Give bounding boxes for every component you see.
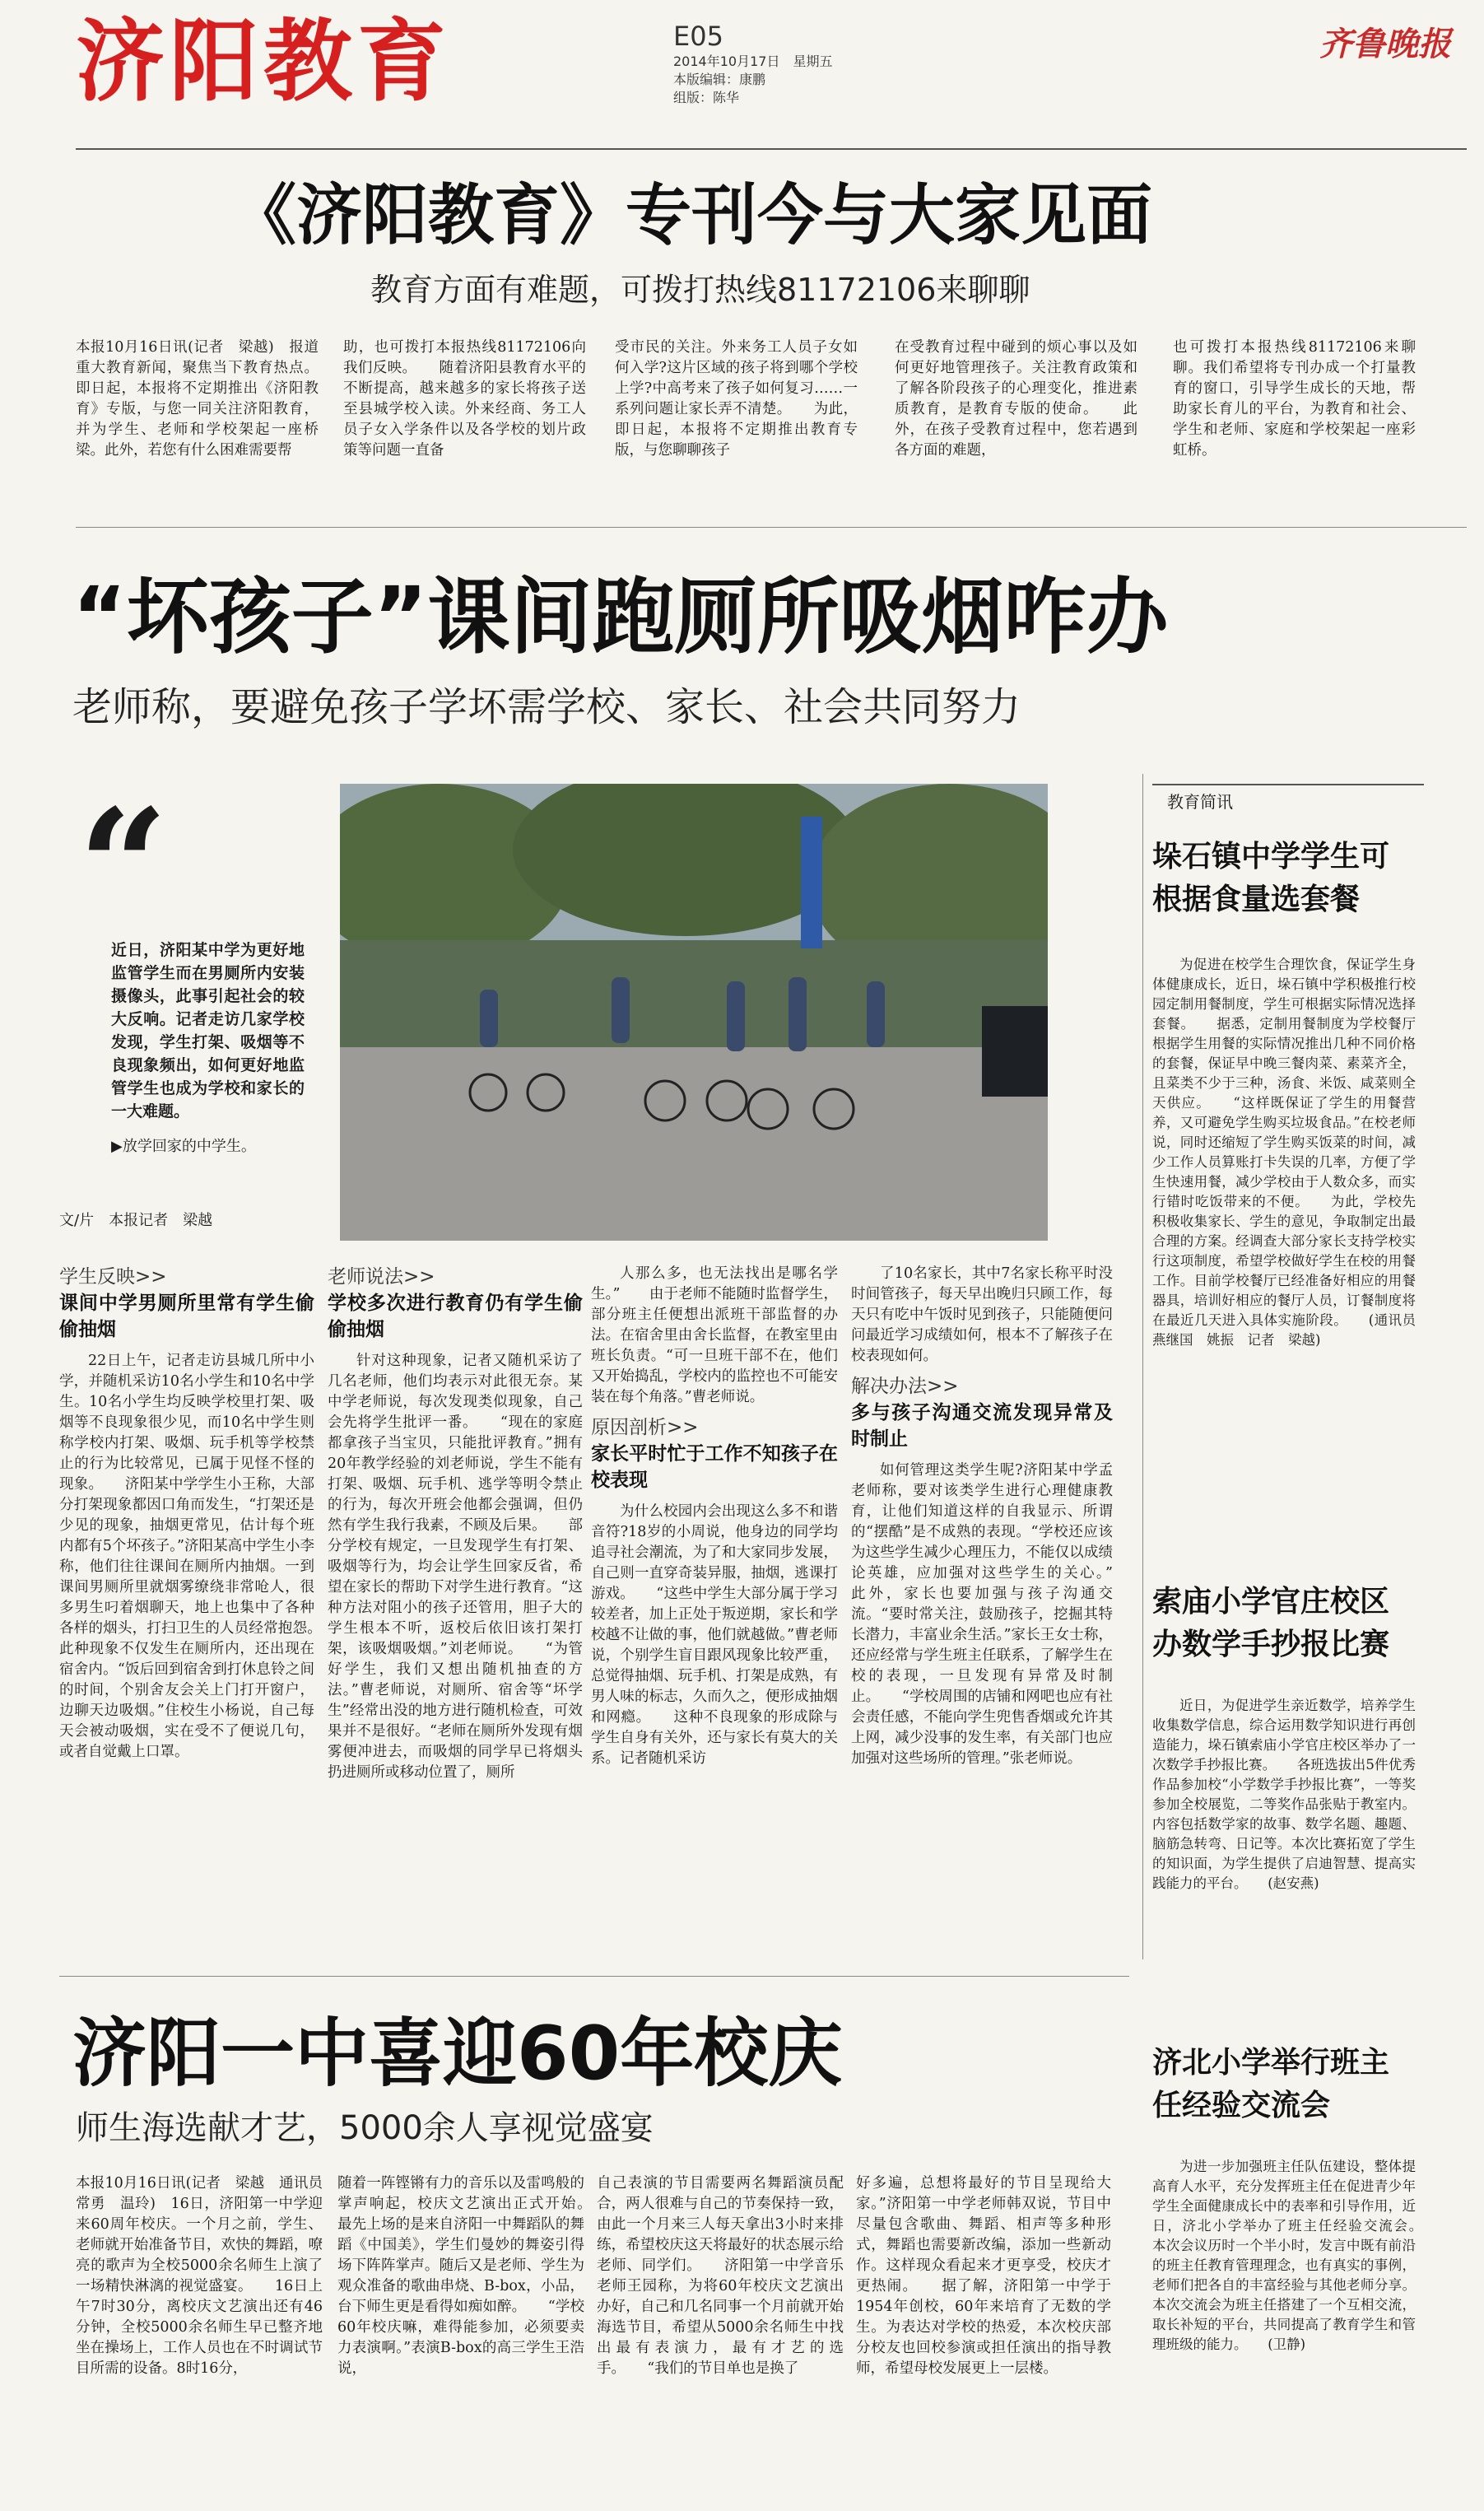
quote-mark-icon: “ [78, 775, 169, 958]
layout-credit: 组版：陈华 [673, 90, 740, 105]
article3-headline: 济阳一中喜迎60年校庆 [72, 2010, 843, 2097]
sidebar-label: 教育简讯 [1167, 792, 1233, 812]
article1-column-5: 也可拨打本报热线81172106来聊聊。我们希望将专刊办成一个打量教育的窗口，引导学生成长的天地，帮助家长育儿的平台，为教育和社会、学生和老师、家庭和学校架起一座彩虹桥。 [1173, 339, 1416, 459]
article3-subhead: 师生海选献才艺，5000余人享视觉盛宴 [76, 2109, 654, 2147]
editor-credit: 本版编辑：康鹏 [673, 72, 766, 87]
sidebar-rule [1152, 784, 1424, 785]
article2-section-teacher [328, 1264, 583, 1972]
sidebar-item-1-text: 为促进在校学生合理饮食，保证学生身体健康成长，近日，垛石镇中学积极推行校园定制用餐制度，学生可根据实际情况选择套餐。 据悉，定制用餐制度为学校餐厅根据学生用餐的实际情况推出几种不同价格的套餐，保证早中晚三餐肉菜、素菜齐全，且菜类不少于三种，汤食、米饭、咸菜则全天供应。 “这样既保证了学生的用餐营养，又可避免学生购买垃圾食品。”在校老师说，同时还缩短了学生购买饭菜的时间，减少工作人员算账打卡失误的几率，方便了学生快速用餐，减少学校由于人数众多，而实行错时吃饭带来的不便。 为此，学校先积极收集家长、学生的意见，争取制定出最合理的方案。经调查大部分家长支持学校实行这项制度，希望学校做好学生在校的用餐工作。目前学校餐厅已经准备好相应的用餐器具，培训好相应的餐厅人员，订餐制度将在最近几天进入具体实施阶段。 (通讯员 燕继国 姚振 记者 梁越) [1152, 957, 1416, 1348]
section-text: 为什么校园内会出现这么多不和谐音符?18岁的小周说，他身边的同学均追寻社会潮流，为了和大家同步发展，自己则一直穿奇装异服，抽烟，逃课打游戏。 “这些中学生大部分属于学习较差者，加上正处于叛逆期，家长和学校越不让做的事，他们就越做。”曹老师说，个别学生盲目跟风现象比较严重，总觉得抽烟、玩手机、打架是成熟，有男人味的标志，久而久之，便形成抽烟和网瘾。 这种不良现象的形成除与学生自身有关外，还与家长有莫大的关系。记者随机采访 [591, 1503, 838, 1767]
sidebar-item-3-text: 为进一步加强班主任队伍建设，整体提高育人水平，充分发挥班主任在促进青少年学生全面健康成长中的表率和引导作用，近日，济北小学举办了班主任经验交流会。 本次会议历时一个半小时，发言中既有前沿的班主任教育管理理念，也有真实的事例，老师们把各自的丰富经验与其他老师分享。本次交流会为班主任搭建了一个互相交流，取长补短的平台，共同提高了教育学生和管理班级的能力。 (卫静) [1152, 2159, 1416, 2352]
section-tag: 解决办法>> [851, 1376, 959, 1397]
section-title: 多与孩子沟通交流发现异常及时制止 [851, 1402, 1113, 1450]
photo-caption: ▶放学回家的中学生。 [111, 1138, 256, 1155]
article3-column-1: 本报10月16日讯(记者 梁越 通讯员 常勇 温玲) 16日，济阳第一中学迎来60周年校庆。一个月之前，学生、老师就开始准备节目，欢快的舞蹈，嘹亮的歌声为全校5000余名师生上演了一场精快淋漓的视觉盛宴。 16日上午7时30分，离校庆文艺演出还有46分钟，全校5000余名师生早已整齐地坐在操场上，工作人员也在不时调试节目所需的设备。8时16分， [76, 2175, 323, 2377]
section-title: 济阳教育 [76, 11, 452, 114]
section-tag: 原因剖析>> [591, 1417, 699, 1438]
article2-lead: 近日，济阳某中学为更好地监管学生而在男厕所内安装摄像头，此事引起社会的较大反响。记者走访几家学校发现，学生打架、吸烟等不良现象频出，如何更好地监管学生也成为学校和家长的一大难题。 [111, 941, 305, 1120]
article2-section-student [59, 1264, 314, 1972]
section-text: 22日上午，记者走访县城几所中小学，并随机采访10名小学生和10名中学生。10名小学生均反映学校里打架、吸烟等不良现象很少见，而10名中学生则称学校内打架、吸烟、玩手机等学校禁止的行为比较常见，已属于见怪不怪的现象。 济阳某中学学生小王称，大部分打架现象都因口角而发生，“打架还是少见的现象，抽烟更常见，估计每个班内都有5个坏孩子。”济阳某高中学生小李称，他们往往课间在厕所内抽烟。一到课间男厕所里就烟雾缭绕非常呛人，很多男生叼着烟聊天，地上也集中了各种各样的烟头，打扫卫生的人员经常抱怨。 此种现象不仅发生在厕所内，还出现在宿舍内。“饭后回到宿舍到打休息铃之间的时间，个别舍友会关上门打开窗户，边聊天边吸烟。”住校生小杨说，自己每天会被动吸烟，实在受不了便说几句，或者自觉戴上口罩。 [59, 1353, 314, 1760]
sidebar-item-1-title: 垛石镇中学学生可根据食量选套餐 [1152, 840, 1390, 916]
section-title: 学校多次进行教育仍有学生偷偷抽烟 [328, 1293, 583, 1340]
issue-date: 2014年10月17日 星期五 [673, 54, 833, 69]
article1-subhead: 教育方面有难题，可拨打热线81172106来聊聊 [370, 272, 1030, 308]
section-text: 针对这种现象，记者又随机采访了几名老师，他们均表示对此很无奈。某中学老师说，每次发现类似现象，自己会先将学生批评一番。 “现在的家庭都拿孩子当宝贝，只能批评教育。”拥有20年教学经验的刘老师说，学生不能有打架、吸烟、玩手机、逃学等明令禁止的行为，每次开班会他都会强调，但仍然有学生我行我素，不顾及后果。 部分学校有规定，一旦发现学生有打架、吸烟等行为，均会让学生回家反省，希望在家长的帮助下对学生进行教育。“这种方法对阻小的孩子还管用，胆子大的学生根本不听，返校后依旧该打架打架，该吸烟吸烟。”刘老师说。 “为管好学生，我们又想出随机抽查的方法。”曹老师说，对厕所、宿舍等“坏学生”经常出没的地方进行随机检查，可效果并不是很好。“老师在厕所外发现有烟雾便冲进去，而吸烟的同学早已将烟头扔进厕所或移动位置了，厕所 [328, 1353, 583, 1781]
students-photo-image [340, 784, 1048, 1241]
article1-column-3: 受市民的关注。外来务工人员子女如何入学?这片区域的孩子将到哪个学校上学?中高考来了孩子如何复习……一系列问题让家长弄不清楚。 为此，即日起，本报将不定期推出教育专版，与您聊聊孩子 [615, 339, 858, 459]
sidebar-item-3-title: 济北小学举行班主任经验交流会 [1152, 2046, 1390, 2122]
section-title: 课间中学男厕所里常有学生偷偷抽烟 [59, 1293, 314, 1340]
masthead-rule [76, 148, 1467, 150]
news-photo [340, 784, 1048, 1241]
section-tag: 老师说法>> [328, 1266, 435, 1288]
newspaper-logo: 齐鲁晚报 [1319, 25, 1451, 63]
article1-column-1: 本报10月16日讯(记者 梁越) 报道重大教育新闻，聚焦当下教育热点。即日起，本报将不定期推出《济阳教育》专版，与您一同关注济阳教育，并为学生、老师和学校架起一座桥梁。此外，若您有什么困难需要帮 [76, 339, 319, 459]
sidebar-item-2-title: 索庙小学官庄校区办数学手抄报比赛 [1152, 1585, 1390, 1661]
article2-section-solution [851, 1264, 1113, 1972]
column-divider [1142, 774, 1143, 1959]
article2-headline: “坏孩子”课间跑厕所吸烟咋办 [72, 569, 1169, 665]
article2-section-cause [591, 1264, 838, 1972]
page-number: E05 [673, 21, 723, 52]
masthead [0, 0, 1484, 156]
section-text: 如何管理这类学生呢?济阳某中学孟老师称，要对该类学生进行心理健康教育，让他们知道这样的自我显示、所谓的“摆酷”是不成熟的表现。“学校还应该为这些学生减少心理压力，不能仅以成绩论英雄，应加强对这些学生的关心。” 此外，家长也要加强与孩子沟通交流。“要时常关注，鼓励孩子，挖掘其特长潜力，丰富业余生活。”家长王女士称，还应经常与学生班主任联系，了解学生在校的表现，一旦发现有异常及时制止。 “学校周围的店铺和网吧也应有社会责任感，不能向学生兜售香烟或允许其上网，减少没事的发生率，有关部门也应加强对这些场所的管理。”张老师说。 [851, 1462, 1113, 1767]
article1-headline: 《济阳教育》专刊今与大家见面 [230, 177, 1152, 254]
photo-credit: 文/片 本报记者 梁越 [59, 1212, 213, 1229]
article1-column-4: 在受教育过程中碰到的烦心事以及如何更好地管理孩子。关注教育政策和了解各阶段孩子的心理变化，推进素质教育，是教育专版的使命。 此外，在孩子受教育过程中，您若遇到各方面的难题， [895, 339, 1137, 459]
section-divider [76, 527, 1467, 528]
section-title: 家长平时忙于工作不知孩子在校表现 [591, 1443, 838, 1491]
article3-column-3: 自己表演的节目需要两名舞蹈演员配合，两人很难与自己的节奏保持一致，由此一个月来三人每天拿出3小时来排练，希望校庆这天将最好的状态展示给老师、同学们。 济阳第一中学音乐老师王园称，为将60年校庆文艺演出办好，自己和几名同事一个月前就开始海选节目，希望从5000余名师生中找出最有表演力，最有才艺的选手。 “我们的节目单也是换了 [597, 2175, 844, 2377]
article2-subhead: 老师称，要避免孩子学坏需学校、家长、社会共同努力 [72, 684, 1021, 730]
section-tag: 学生反映>> [59, 1266, 167, 1288]
section-text: 人那么多，也无法找出是哪名学生。” 由于老师不能随时监督学生，部分班主任便想出派班干部监督的办法。在宿舍里由舍长监督，在教室里由班长负责。“可一旦班干部不在，他们又开始捣乱，学校内的监控也不可能安装在每个角落。”曹老师说。 [591, 1265, 838, 1405]
article3-column-2: 随着一阵铿锵有力的音乐以及雷鸣般的掌声响起，校庆文艺演出正式开始。 最先上场的是来自济阳一中舞蹈队的舞蹈《中国美》，学生们曼妙的舞姿引得场下阵阵掌声。随后又是老师、学生为观众准备的歌曲串烧、B-box，小品，台下师生更是看得如痴如醉。 “学校60年校庆嘛，难得能参加，必须要卖力表演啊。”表演B-box的高三学生王浩说， [337, 2175, 584, 2377]
section-divider [59, 1976, 1129, 1977]
article1-column-2: 助，也可拨打本报热线81172106向我们反映。 随着济阳县教育水平的不断提高，越来越多的家长将孩子送至县城学校入读。外来经商、务工人员子女入学条件以及各学校的划片政策等问题一直备 [343, 339, 586, 459]
sidebar-item-2-text: 近日，为促进学生亲近数学，培养学生收集数学信息，综合运用数学知识进行再创造能力，垛石镇索庙小学官庄校区举办了一次数学手抄报比赛。 各班选拔出5件优秀作品参加校“小学数学手抄报比赛”，一等奖参加全校展览，二等奖作品张贴于教室内。内容包括数学家的故事、数学名题、趣题、脑筋急转弯、日记等。本次比赛拓宽了学生的知识面，为学生提供了启迪智慧、提高实践能力的平台。 (赵安燕) [1152, 1698, 1416, 1891]
article3-column-4: 好多遍，总想将最好的节目呈现给大家。”济阳第一中学老师韩双说，节目中尽量包含歌曲、舞蹈、相声等多种形式，舞蹈也需要新改编，添加一些新动作。这样现众看起来才更享受，校庆才更热闹。 据了解，济阳第一中学于1954年创校，60年来培育了无数的学生。为表达对学校的热爱，本次校庆部分校友也回校参演或担任演出的指导教师，希望母校发展更上一层楼。 [856, 2175, 1111, 2377]
issue-info [673, 20, 832, 107]
section-text: 了10名家长，其中7名家长称平时没时间管孩子，每天早出晚归只顾工作，每天只有吃中午饭时见到孩子，只能随便问问最近学习成绩如何，根本不了解孩子在校表现如何。 [851, 1265, 1113, 1364]
